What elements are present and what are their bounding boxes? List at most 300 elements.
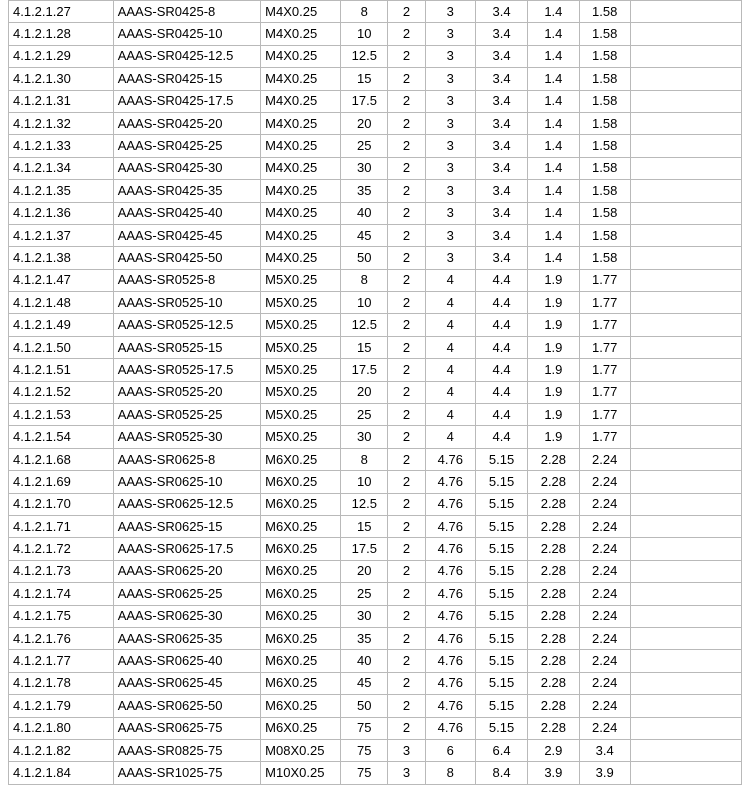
- table-cell-qty: 2: [388, 672, 425, 694]
- table-cell-part_number: AAAS-SR0625-20: [113, 560, 260, 582]
- table-cell-dim_a: 4: [425, 381, 475, 403]
- table-cell-dim_c: 1.4: [528, 180, 579, 202]
- table-cell-dim_d: 1.58: [579, 202, 630, 224]
- table-cell-dim_b: 5.15: [475, 448, 527, 470]
- table-cell-qty: 2: [388, 314, 425, 336]
- table-cell-thread: M4X0.25: [261, 90, 341, 112]
- table-row: [9, 224, 742, 246]
- table-cell-dim_d: 1.58: [579, 224, 630, 246]
- table-cell-length: 75: [341, 717, 388, 739]
- table-row: [9, 269, 742, 291]
- table-cell-dim_c: 1.4: [528, 45, 579, 67]
- table-cell-item_no: 4.1.2.1.71: [9, 515, 114, 537]
- table-cell-thread: M4X0.25: [261, 68, 341, 90]
- table-cell-dim_d: 1.77: [579, 292, 630, 314]
- table-cell-notes: [630, 583, 741, 605]
- table-cell-length: 17.5: [341, 538, 388, 560]
- table-cell-item_no: 4.1.2.1.76: [9, 627, 114, 649]
- table-cell-dim_d: 2.24: [579, 672, 630, 694]
- table-cell-dim_d: 1.58: [579, 135, 630, 157]
- table-cell-notes: [630, 45, 741, 67]
- table-cell-length: 40: [341, 650, 388, 672]
- table-row: [9, 314, 742, 336]
- table-row: [9, 202, 742, 224]
- table-cell-length: 10: [341, 23, 388, 45]
- table-cell-dim_d: 3.9: [579, 762, 630, 784]
- table-cell-item_no: 4.1.2.1.38: [9, 247, 114, 269]
- table-cell-length: 50: [341, 247, 388, 269]
- table-cell-item_no: 4.1.2.1.34: [9, 157, 114, 179]
- table-cell-dim_a: 3: [425, 224, 475, 246]
- table-cell-dim_a: 4.76: [425, 583, 475, 605]
- table-cell-dim_a: 3: [425, 202, 475, 224]
- table-cell-dim_b: 5.15: [475, 583, 527, 605]
- table-cell-dim_b: 8.4: [475, 762, 527, 784]
- table-cell-item_no: 4.1.2.1.82: [9, 739, 114, 761]
- table-cell-dim_c: 2.28: [528, 560, 579, 582]
- table-cell-dim_b: 5.15: [475, 650, 527, 672]
- table-cell-dim_d: 1.58: [579, 247, 630, 269]
- table-cell-dim_d: 2.24: [579, 538, 630, 560]
- table-cell-part_number: AAAS-SR0625-10: [113, 471, 260, 493]
- table-cell-thread: M4X0.25: [261, 112, 341, 134]
- table-cell-thread: M4X0.25: [261, 157, 341, 179]
- table-cell-length: 8: [341, 269, 388, 291]
- table-cell-thread: M6X0.25: [261, 538, 341, 560]
- table-cell-dim_a: 4: [425, 292, 475, 314]
- table-cell-part_number: AAAS-SR0625-15: [113, 515, 260, 537]
- table-cell-notes: [630, 426, 741, 448]
- table-cell-item_no: 4.1.2.1.51: [9, 359, 114, 381]
- table-cell-dim_d: 1.58: [579, 45, 630, 67]
- table-cell-dim_c: 1.4: [528, 68, 579, 90]
- table-cell-dim_d: 2.24: [579, 650, 630, 672]
- table-cell-dim_d: 1.77: [579, 359, 630, 381]
- table-cell-qty: 2: [388, 471, 425, 493]
- table-cell-dim_a: 3: [425, 90, 475, 112]
- table-cell-notes: [630, 650, 741, 672]
- table-cell-qty: 2: [388, 112, 425, 134]
- table-row: [9, 762, 742, 784]
- table-cell-dim_b: 3.4: [475, 202, 527, 224]
- table-row: [9, 650, 742, 672]
- table-cell-thread: M4X0.25: [261, 202, 341, 224]
- table-cell-item_no: 4.1.2.1.79: [9, 695, 114, 717]
- table-cell-part_number: AAAS-SR0625-12.5: [113, 493, 260, 515]
- table-cell-notes: [630, 739, 741, 761]
- table-cell-qty: 2: [388, 560, 425, 582]
- table-cell-item_no: 4.1.2.1.30: [9, 68, 114, 90]
- table-cell-qty: 2: [388, 224, 425, 246]
- table-cell-length: 25: [341, 135, 388, 157]
- table-row: [9, 1, 742, 23]
- table-cell-length: 30: [341, 426, 388, 448]
- table-row: [9, 605, 742, 627]
- table-cell-dim_c: 1.9: [528, 269, 579, 291]
- table-cell-length: 35: [341, 627, 388, 649]
- table-cell-dim_c: 2.28: [528, 672, 579, 694]
- table-cell-notes: [630, 292, 741, 314]
- table-cell-notes: [630, 493, 741, 515]
- table-cell-dim_c: 1.9: [528, 426, 579, 448]
- table-row: [9, 157, 742, 179]
- table-row: [9, 45, 742, 67]
- table-cell-qty: 2: [388, 404, 425, 426]
- table-row: [9, 23, 742, 45]
- table-cell-item_no: 4.1.2.1.50: [9, 336, 114, 358]
- table-cell-dim_a: 3: [425, 68, 475, 90]
- table-cell-thread: M6X0.25: [261, 717, 341, 739]
- table-cell-notes: [630, 1, 741, 23]
- table-cell-part_number: AAAS-SR0625-40: [113, 650, 260, 672]
- table-cell-item_no: 4.1.2.1.73: [9, 560, 114, 582]
- table-cell-length: 20: [341, 381, 388, 403]
- table-cell-item_no: 4.1.2.1.37: [9, 224, 114, 246]
- table-cell-dim_b: 4.4: [475, 404, 527, 426]
- table-cell-item_no: 4.1.2.1.69: [9, 471, 114, 493]
- table-cell-dim_a: 4.76: [425, 695, 475, 717]
- table-cell-part_number: AAAS-SR0425-30: [113, 157, 260, 179]
- table-cell-part_number: AAAS-SR0525-17.5: [113, 359, 260, 381]
- table-cell-item_no: 4.1.2.1.49: [9, 314, 114, 336]
- table-cell-part_number: AAAS-SR0525-10: [113, 292, 260, 314]
- table-cell-dim_b: 3.4: [475, 247, 527, 269]
- table-row: [9, 135, 742, 157]
- table-cell-length: 15: [341, 68, 388, 90]
- table-cell-notes: [630, 157, 741, 179]
- table-cell-notes: [630, 247, 741, 269]
- table-cell-notes: [630, 627, 741, 649]
- table-cell-dim_b: 5.15: [475, 538, 527, 560]
- table-row: [9, 292, 742, 314]
- table-cell-dim_b: 3.4: [475, 1, 527, 23]
- table-cell-dim_d: 1.58: [579, 23, 630, 45]
- table-cell-dim_d: 2.24: [579, 627, 630, 649]
- table-cell-dim_a: 4: [425, 404, 475, 426]
- table-cell-dim_a: 4: [425, 336, 475, 358]
- table-cell-dim_c: 2.28: [528, 627, 579, 649]
- table-cell-dim_c: 2.28: [528, 471, 579, 493]
- table-cell-dim_a: 4: [425, 359, 475, 381]
- table-cell-dim_b: 4.4: [475, 381, 527, 403]
- table-cell-length: 8: [341, 1, 388, 23]
- table-cell-qty: 2: [388, 292, 425, 314]
- table-cell-dim_b: 3.4: [475, 45, 527, 67]
- table-cell-thread: M4X0.25: [261, 180, 341, 202]
- table-cell-dim_a: 4.76: [425, 471, 475, 493]
- table-cell-dim_c: 1.4: [528, 1, 579, 23]
- table-cell-dim_b: 3.4: [475, 157, 527, 179]
- table-cell-part_number: AAAS-SR0425-40: [113, 202, 260, 224]
- table-cell-thread: M5X0.25: [261, 292, 341, 314]
- table-row: [9, 426, 742, 448]
- table-cell-length: 17.5: [341, 359, 388, 381]
- table-cell-dim_b: 4.4: [475, 269, 527, 291]
- table-row: [9, 90, 742, 112]
- table-cell-dim_b: 5.15: [475, 560, 527, 582]
- table-cell-dim_c: 2.28: [528, 493, 579, 515]
- table-cell-dim_d: 2.24: [579, 448, 630, 470]
- table-cell-part_number: AAAS-SR0625-45: [113, 672, 260, 694]
- table-cell-part_number: AAAS-SR0625-75: [113, 717, 260, 739]
- table-cell-length: 75: [341, 739, 388, 761]
- table-cell-item_no: 4.1.2.1.84: [9, 762, 114, 784]
- table-cell-dim_a: 6: [425, 739, 475, 761]
- table-cell-item_no: 4.1.2.1.31: [9, 90, 114, 112]
- table-cell-qty: 2: [388, 23, 425, 45]
- table-cell-qty: 2: [388, 605, 425, 627]
- table-cell-part_number: AAAS-SR0625-25: [113, 583, 260, 605]
- table-cell-dim_b: 3.4: [475, 224, 527, 246]
- table-row: [9, 448, 742, 470]
- table-cell-dim_b: 5.15: [475, 695, 527, 717]
- table-cell-dim_a: 3: [425, 45, 475, 67]
- table-row: [9, 695, 742, 717]
- table-cell-qty: 2: [388, 583, 425, 605]
- table-cell-length: 12.5: [341, 45, 388, 67]
- table-cell-dim_c: 2.28: [528, 538, 579, 560]
- table-cell-dim_b: 5.15: [475, 717, 527, 739]
- table-cell-dim_d: 1.77: [579, 269, 630, 291]
- table-row: [9, 359, 742, 381]
- table-cell-dim_d: 1.77: [579, 336, 630, 358]
- table-row: [9, 336, 742, 358]
- table-cell-notes: [630, 762, 741, 784]
- table-cell-thread: M6X0.25: [261, 560, 341, 582]
- table-cell-dim_c: 1.9: [528, 381, 579, 403]
- table-cell-notes: [630, 202, 741, 224]
- table-cell-part_number: AAAS-SR0625-17.5: [113, 538, 260, 560]
- table-cell-dim_b: 5.15: [475, 672, 527, 694]
- table-cell-dim_c: 2.28: [528, 650, 579, 672]
- table-cell-part_number: AAAS-SR0425-17.5: [113, 90, 260, 112]
- table-cell-dim_b: 4.4: [475, 426, 527, 448]
- table-cell-part_number: AAAS-SR1025-75: [113, 762, 260, 784]
- table-cell-dim_c: 2.9: [528, 739, 579, 761]
- table-cell-dim_c: 1.9: [528, 292, 579, 314]
- table-cell-dim_c: 1.4: [528, 157, 579, 179]
- table-cell-dim_c: 2.28: [528, 448, 579, 470]
- table-cell-item_no: 4.1.2.1.53: [9, 404, 114, 426]
- table-cell-thread: M5X0.25: [261, 269, 341, 291]
- table-cell-length: 75: [341, 762, 388, 784]
- table-cell-qty: 2: [388, 336, 425, 358]
- table-cell-qty: 2: [388, 202, 425, 224]
- table-cell-dim_c: 1.4: [528, 224, 579, 246]
- table-cell-length: 45: [341, 672, 388, 694]
- table-cell-item_no: 4.1.2.1.78: [9, 672, 114, 694]
- table-cell-dim_d: 1.58: [579, 180, 630, 202]
- table-cell-dim_d: 1.77: [579, 404, 630, 426]
- table-cell-notes: [630, 448, 741, 470]
- table-row: [9, 381, 742, 403]
- table-cell-thread: M6X0.25: [261, 493, 341, 515]
- table-cell-dim_d: 1.77: [579, 314, 630, 336]
- table-cell-qty: 2: [388, 1, 425, 23]
- table-cell-dim_b: 4.4: [475, 314, 527, 336]
- table-cell-part_number: AAAS-SR0425-8: [113, 1, 260, 23]
- table-cell-length: 20: [341, 112, 388, 134]
- table-cell-dim_b: 4.4: [475, 292, 527, 314]
- table-cell-dim_a: 3: [425, 180, 475, 202]
- table-cell-dim_b: 5.15: [475, 493, 527, 515]
- table-cell-dim_b: 5.15: [475, 627, 527, 649]
- table-cell-dim_c: 1.4: [528, 112, 579, 134]
- table-cell-length: 30: [341, 157, 388, 179]
- table-cell-thread: M5X0.25: [261, 381, 341, 403]
- table-cell-notes: [630, 672, 741, 694]
- table-cell-notes: [630, 538, 741, 560]
- table-cell-dim_c: 1.4: [528, 247, 579, 269]
- table-cell-length: 8: [341, 448, 388, 470]
- table-cell-qty: 2: [388, 448, 425, 470]
- table-cell-length: 20: [341, 560, 388, 582]
- table-row: [9, 672, 742, 694]
- table-cell-item_no: 4.1.2.1.68: [9, 448, 114, 470]
- table-cell-length: 10: [341, 471, 388, 493]
- table-cell-dim_c: 1.9: [528, 359, 579, 381]
- table-cell-dim_b: 3.4: [475, 90, 527, 112]
- table-cell-thread: M5X0.25: [261, 336, 341, 358]
- table-cell-dim_a: 3: [425, 157, 475, 179]
- table-cell-notes: [630, 112, 741, 134]
- table-cell-part_number: AAAS-SR0625-8: [113, 448, 260, 470]
- table-cell-thread: M5X0.25: [261, 404, 341, 426]
- table-cell-dim_a: 4.76: [425, 560, 475, 582]
- table-cell-thread: M4X0.25: [261, 45, 341, 67]
- table-cell-dim_a: 3: [425, 135, 475, 157]
- table-cell-dim_a: 3: [425, 112, 475, 134]
- table-cell-dim_a: 4.76: [425, 672, 475, 694]
- table-cell-notes: [630, 336, 741, 358]
- table-cell-item_no: 4.1.2.1.75: [9, 605, 114, 627]
- table-cell-qty: 3: [388, 739, 425, 761]
- table-row: [9, 560, 742, 582]
- table-cell-item_no: 4.1.2.1.80: [9, 717, 114, 739]
- table-cell-part_number: AAAS-SR0425-20: [113, 112, 260, 134]
- table-cell-item_no: 4.1.2.1.52: [9, 381, 114, 403]
- table-cell-thread: M6X0.25: [261, 515, 341, 537]
- table-cell-dim_b: 5.15: [475, 515, 527, 537]
- table-cell-length: 25: [341, 404, 388, 426]
- table-cell-dim_d: 1.77: [579, 381, 630, 403]
- table-cell-part_number: AAAS-SR0425-12.5: [113, 45, 260, 67]
- table-row: [9, 471, 742, 493]
- table-cell-dim_a: 3: [425, 1, 475, 23]
- table-cell-dim_d: 1.58: [579, 1, 630, 23]
- table-cell-item_no: 4.1.2.1.35: [9, 180, 114, 202]
- table-cell-part_number: AAAS-SR0525-12.5: [113, 314, 260, 336]
- table-cell-notes: [630, 717, 741, 739]
- table-cell-dim_c: 1.4: [528, 23, 579, 45]
- table-cell-dim_b: 3.4: [475, 180, 527, 202]
- table-cell-dim_a: 3: [425, 23, 475, 45]
- table-cell-qty: 2: [388, 157, 425, 179]
- table-row: [9, 112, 742, 134]
- table-cell-notes: [630, 381, 741, 403]
- table-cell-qty: 2: [388, 515, 425, 537]
- table-cell-length: 40: [341, 202, 388, 224]
- table-cell-part_number: AAAS-SR0425-50: [113, 247, 260, 269]
- table-cell-part_number: AAAS-SR0625-35: [113, 627, 260, 649]
- table-cell-dim_c: 2.28: [528, 717, 579, 739]
- table-cell-dim_d: 1.58: [579, 68, 630, 90]
- table-cell-part_number: AAAS-SR0525-25: [113, 404, 260, 426]
- table-cell-dim_b: 5.15: [475, 471, 527, 493]
- table-cell-part_number: AAAS-SR0425-10: [113, 23, 260, 45]
- table-cell-thread: M5X0.25: [261, 314, 341, 336]
- table-cell-notes: [630, 68, 741, 90]
- table-cell-length: 15: [341, 515, 388, 537]
- table-cell-dim_a: 4.76: [425, 515, 475, 537]
- table-cell-dim_c: 2.28: [528, 583, 579, 605]
- table-row: [9, 404, 742, 426]
- table-cell-dim_a: 4: [425, 426, 475, 448]
- table-cell-dim_d: 2.24: [579, 493, 630, 515]
- table-cell-dim_d: 2.24: [579, 515, 630, 537]
- table-cell-thread: M6X0.25: [261, 672, 341, 694]
- table-row: [9, 180, 742, 202]
- table-cell-notes: [630, 695, 741, 717]
- table-cell-dim_b: 4.4: [475, 336, 527, 358]
- table-cell-thread: M08X0.25: [261, 739, 341, 761]
- table-cell-dim_b: 3.4: [475, 23, 527, 45]
- table-cell-item_no: 4.1.2.1.29: [9, 45, 114, 67]
- table-cell-item_no: 4.1.2.1.47: [9, 269, 114, 291]
- table-cell-length: 50: [341, 695, 388, 717]
- table-cell-qty: 2: [388, 359, 425, 381]
- table-cell-part_number: AAAS-SR0625-50: [113, 695, 260, 717]
- table-cell-dim_b: 6.4: [475, 739, 527, 761]
- table-cell-length: 17.5: [341, 90, 388, 112]
- table-cell-dim_d: 2.24: [579, 695, 630, 717]
- table-cell-qty: 3: [388, 762, 425, 784]
- table-cell-dim_d: 2.24: [579, 560, 630, 582]
- table-cell-notes: [630, 180, 741, 202]
- table-cell-item_no: 4.1.2.1.77: [9, 650, 114, 672]
- table-cell-notes: [630, 90, 741, 112]
- table-cell-qty: 2: [388, 247, 425, 269]
- table-cell-dim_d: 2.24: [579, 605, 630, 627]
- table-cell-thread: M6X0.25: [261, 650, 341, 672]
- table-cell-dim_b: 3.4: [475, 112, 527, 134]
- table-cell-dim_b: 4.4: [475, 359, 527, 381]
- table-cell-notes: [630, 471, 741, 493]
- table-cell-notes: [630, 359, 741, 381]
- table-cell-dim_d: 2.24: [579, 583, 630, 605]
- table-cell-dim_d: 3.4: [579, 739, 630, 761]
- table-cell-qty: 2: [388, 717, 425, 739]
- table-cell-length: 45: [341, 224, 388, 246]
- table-cell-notes: [630, 314, 741, 336]
- table-cell-thread: M4X0.25: [261, 247, 341, 269]
- table-cell-length: 15: [341, 336, 388, 358]
- table-cell-qty: 2: [388, 650, 425, 672]
- table-cell-length: 10: [341, 292, 388, 314]
- table-cell-item_no: 4.1.2.1.70: [9, 493, 114, 515]
- table-cell-dim_d: 1.58: [579, 157, 630, 179]
- table-cell-part_number: AAAS-SR0625-30: [113, 605, 260, 627]
- table-cell-item_no: 4.1.2.1.72: [9, 538, 114, 560]
- table-cell-part_number: AAAS-SR0425-15: [113, 68, 260, 90]
- table-cell-dim_d: 1.58: [579, 90, 630, 112]
- table-cell-dim_c: 2.28: [528, 605, 579, 627]
- table-cell-qty: 2: [388, 426, 425, 448]
- table-cell-part_number: AAAS-SR0525-20: [113, 381, 260, 403]
- table-cell-item_no: 4.1.2.1.33: [9, 135, 114, 157]
- table-cell-length: 12.5: [341, 314, 388, 336]
- table-cell-part_number: AAAS-SR0525-30: [113, 426, 260, 448]
